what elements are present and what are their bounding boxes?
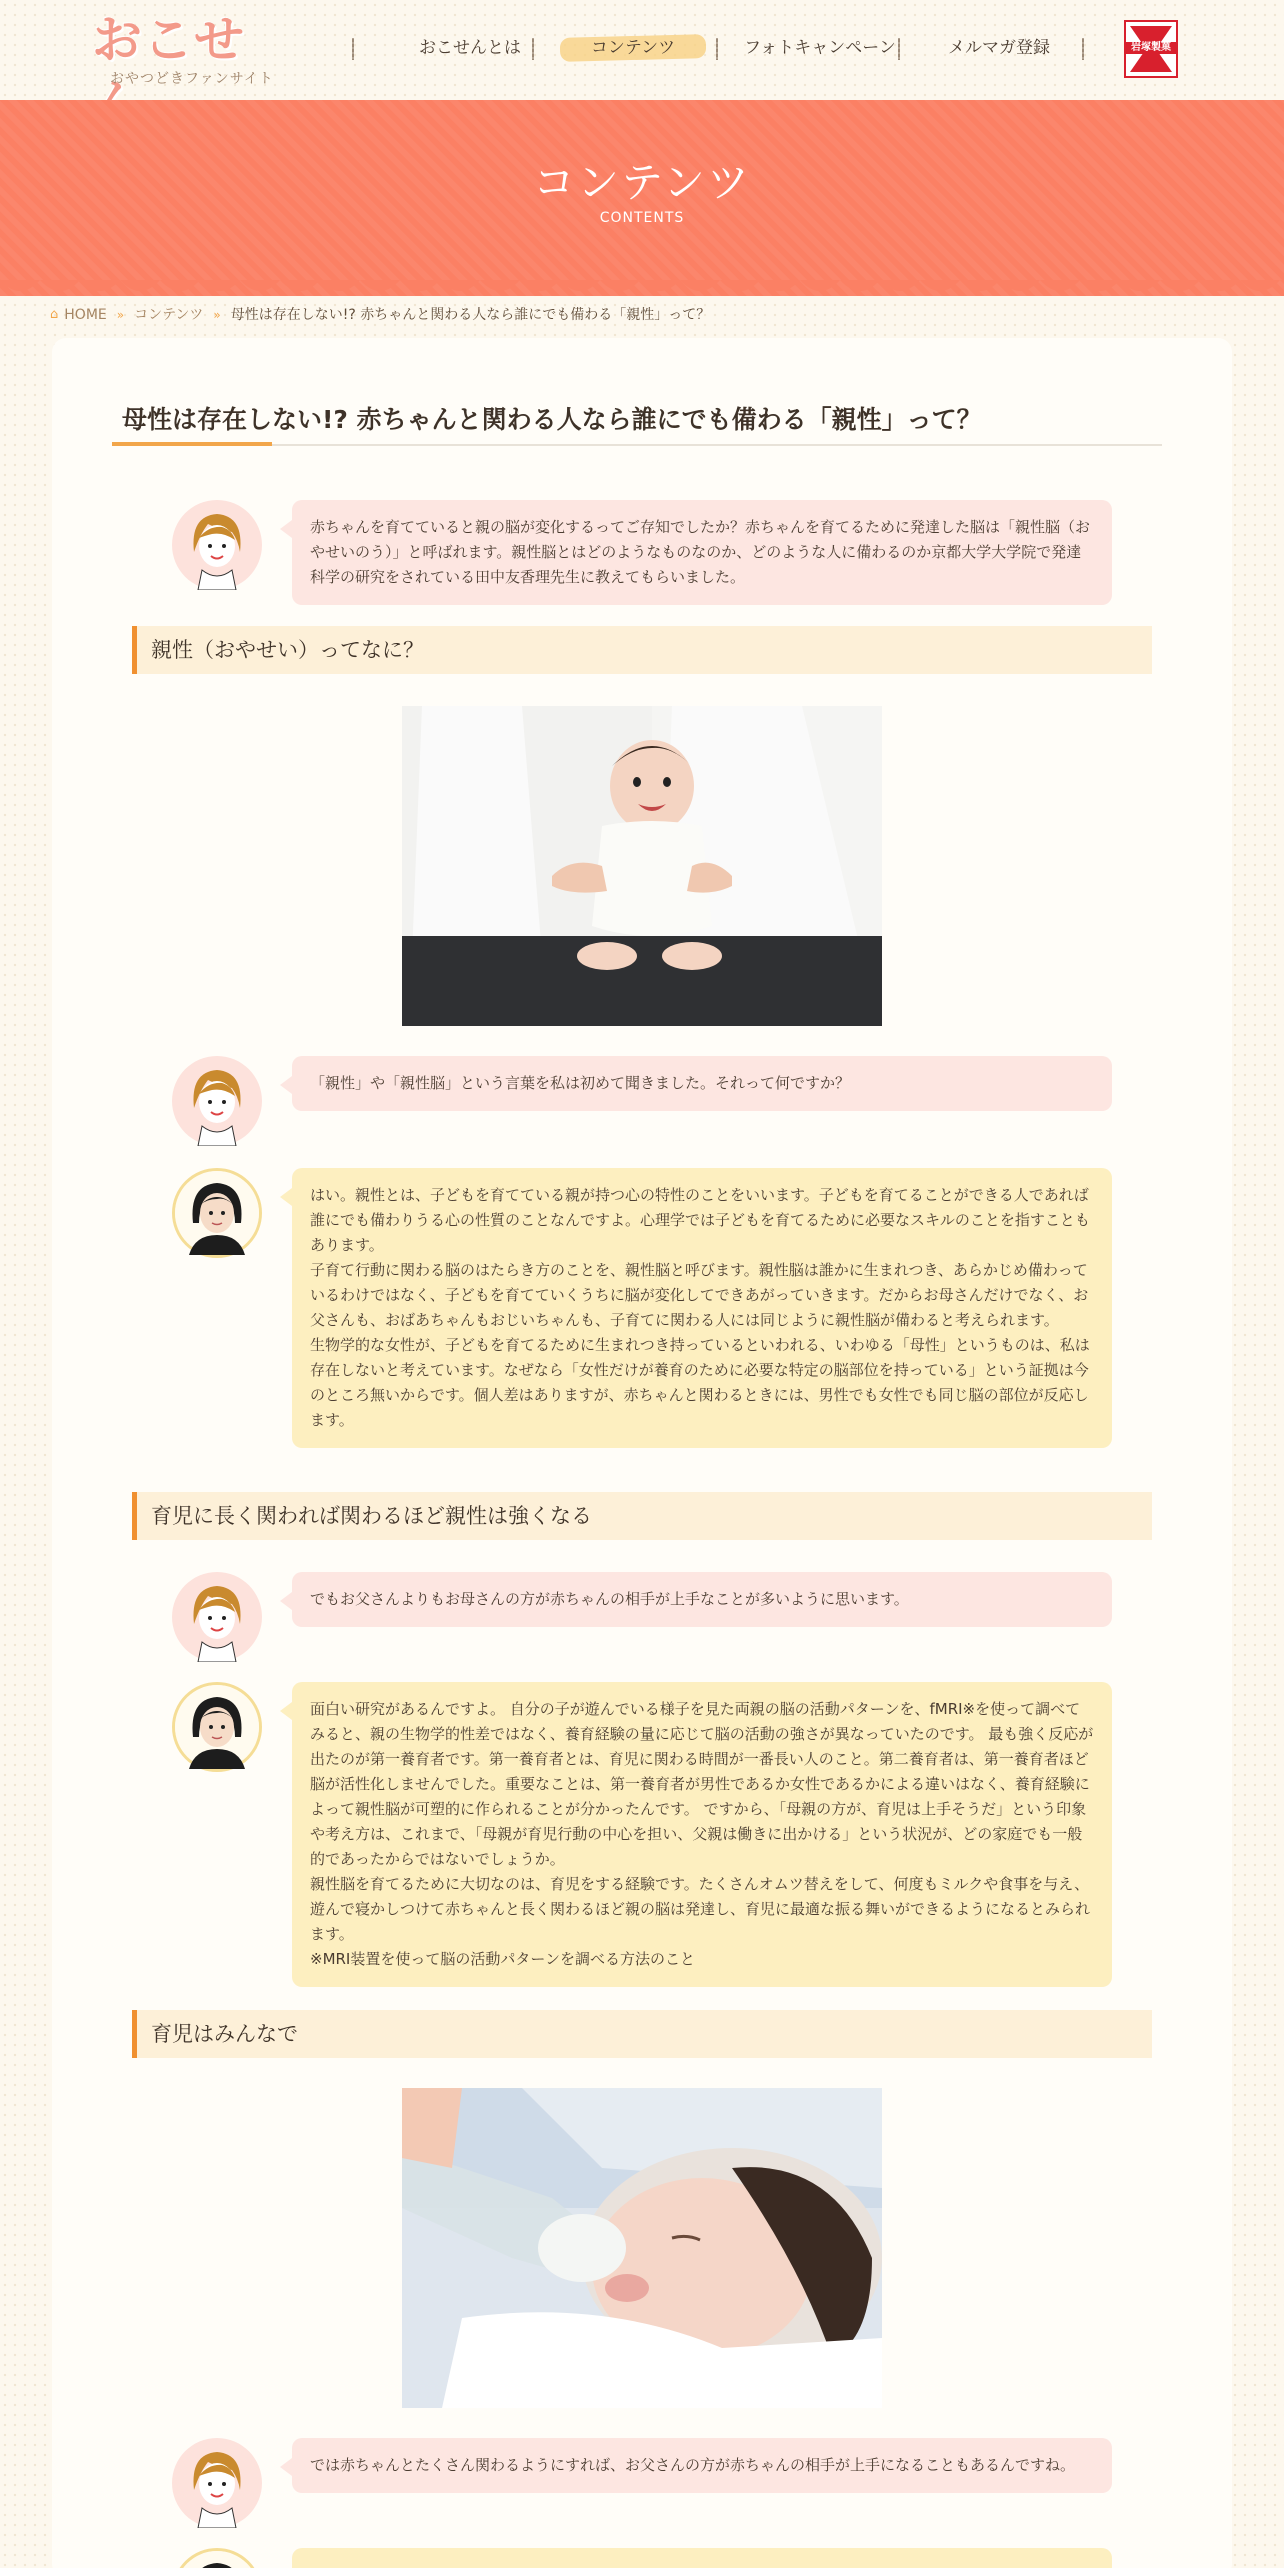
expert-avatar-illustration [175,1685,259,1769]
intro-bubble: 赤ちゃんを育てていると親の脳が変化するってご存知でしたか？赤ちゃんを育てるために発達した脳は「親性脳（おやせいのう）」と呼ばれます。親性脳とはどのようなものなのか、どのような人に備わるのか京都大学大学院で発達科学の研究をされている田中友香理先生に教えてもらいました。 [292,500,1112,605]
banner-wave-edge [0,280,1284,300]
section-heading-3: 育児はみんなで [132,2010,1152,2058]
mom-avatar-illustration [172,1572,262,1662]
nav-item-newsletter[interactable]: メルマガ登録 [948,38,1050,58]
banner-title: コンテンツ [533,158,751,207]
breadcrumb-section[interactable]: コンテンツ [134,307,204,323]
home-icon: ⌂ [50,307,59,322]
main-nav [350,28,1090,68]
bottle-feeding-image [402,2088,882,2408]
breadcrumb-home[interactable]: HOME [64,307,107,323]
parents-baby-image [402,706,882,1026]
logo-tagline: おやつどきファンサイト [110,71,274,87]
nav-separator [352,38,354,60]
answer-footnote: ※MRI装置を使って脳の活動パターンを調べる方法のこと [310,1950,696,1968]
chevron-right-icon: » [213,308,221,322]
site-header [0,0,1284,100]
breadcrumb-current: 母性は存在しない!? 赤ちゃんと関わる人なら誰にでも備わる「親性」って？ [230,307,711,323]
answer-paragraph: 生物学的な女性が、子どもを育てるために生まれつき持っているといわれる、いわゆる「母性」というものは、私は存在しないと考えています。なぜなら「女性だけが養育のために必要な特定の脳部位を持っている」という証拠は今のところ無いからです。個人差はありますが、赤ちゃんと関わるときには、男性でも女性でも同じ脳の部位が反応します。 [310,1336,1090,1429]
banner-subtitle: CONTENTS [599,210,685,226]
logo-text: おこせ [92,11,245,69]
mom-avatar [172,500,262,590]
section-heading-2: 育児に長く関われば関わるほど親性は強くなる [132,1492,1152,1540]
question-bubble: では赤ちゃんとたくさん関わるようにすれば、お父さんの方が赤ちゃんの相手が上手になることもあるんですね。 [292,2438,1112,2493]
answer-bubble [292,1168,1112,1448]
expert-avatar-illustration [175,2551,259,2568]
question-bubble: でもお父さんよりもお母さんの方が赤ちゃんの相手が上手なことが多いように思います。 [292,1572,1112,1627]
nav-separator [1082,38,1084,60]
answer-paragraph: 子育て行動に関わる脳のはたらき方のことを、親性脳と呼びます。親性脳は誰かに生まれつき、あらかじめ備わっているわけではなく、子どもを育てていくうちに脳が変化してできあがっていきます。だからお母さんだけでなく、お父さんも、おばあちゃんもおじいちゃんも、子育てに関わる人には同じように親性脳が備わると考えられます。 [310,1261,1089,1329]
brand-logo[interactable] [1124,20,1178,78]
mom-avatar-illustration [172,1056,262,1146]
article-card [52,338,1232,2568]
answer-bubble [292,2548,1112,2568]
answer-paragraph: はい。親性とは、子どもを育てている親が持つ心の特性のことをいいます。子どもを育てることができる人であれば誰にでも備わりうる心の性質のことなんですよ。心理学では子どもを育てるために必要なスキルのことを指すこともあります。 [310,1186,1090,1254]
mom-avatar-illustration [172,500,262,590]
photo-bottle-feeding [402,2088,882,2408]
title-divider-accent [112,442,272,446]
chevron-right-icon: » [116,308,125,322]
question-bubble: 「親性」や「親性脳」という言葉を私は初めて聞きました。それって何ですか？ [292,1056,1112,1111]
answer-paragraph: 親性脳を育てるために大切なのは、育児をする経験です。たくさんオムツ替えをして、何度もミルクや食事を与え、遊んで寝かしつけて赤ちゃんと長く関わるほど親の脳は発達し、育児に最適な振る舞いができるようになるとみられます。 [310,1875,1091,1943]
article-title: 母性は存在しない!? 赤ちゃんと関わる人なら誰にでも備わる「親性」って？ [122,405,982,434]
nav-separator [716,38,718,60]
nav-item-contents[interactable]: コンテンツ [568,28,698,68]
expert-avatar [172,2548,262,2568]
nav-separator [532,38,534,60]
breadcrumb [50,303,710,327]
site-logo[interactable] [92,8,292,92]
brand-name: 岩塚製菓 [1126,42,1176,54]
nav-item-photo-campaign[interactable]: フォトキャンペーン [744,38,896,58]
nav-item-about[interactable]: おこせんとは [419,38,521,58]
photo-parents-baby [402,706,882,1026]
mom-avatar [172,2438,262,2528]
answer-bubble [292,1682,1112,1987]
expert-avatar [172,1168,262,1258]
expert-avatar [172,1682,262,1772]
nav-separator [898,38,900,60]
answer-paragraph: 面白い研究があるんですよ。 自分の子が遊んでいる様子を見た両親の脳の活動パターンを、fMRI※を使って調べてみると、親の生物学的性差ではなく、養育経験の量に応じて脳の活動の強さが異なっていたのです。 最も強く反応が出たのが第一養育者です。第一養育者とは、育児に関わる時間が一番長い人のこと。第二養育者は、第一養育者ほど脳が活性化しませんでした。重要なことは、第一養育者が男性であるか女性であるかによる違いはなく、養育経験によって親性脳が可塑的に作られることが分かったんです。 ですから、「母親の方が、育児は上手そうだ」という印象や考え方は、これまで、「母親が育児行動の中心を担い、父親は働きに出かける」という状況が、どの家庭でも一般的であったからではないでしょうか。 [310,1700,1094,1868]
mom-avatar [172,1056,262,1146]
mom-avatar [172,1572,262,1662]
expert-avatar-illustration [175,1171,259,1255]
section-heading-1: 親性（おやせい）ってなに？ [132,626,1152,674]
mom-avatar-illustration [172,2438,262,2528]
